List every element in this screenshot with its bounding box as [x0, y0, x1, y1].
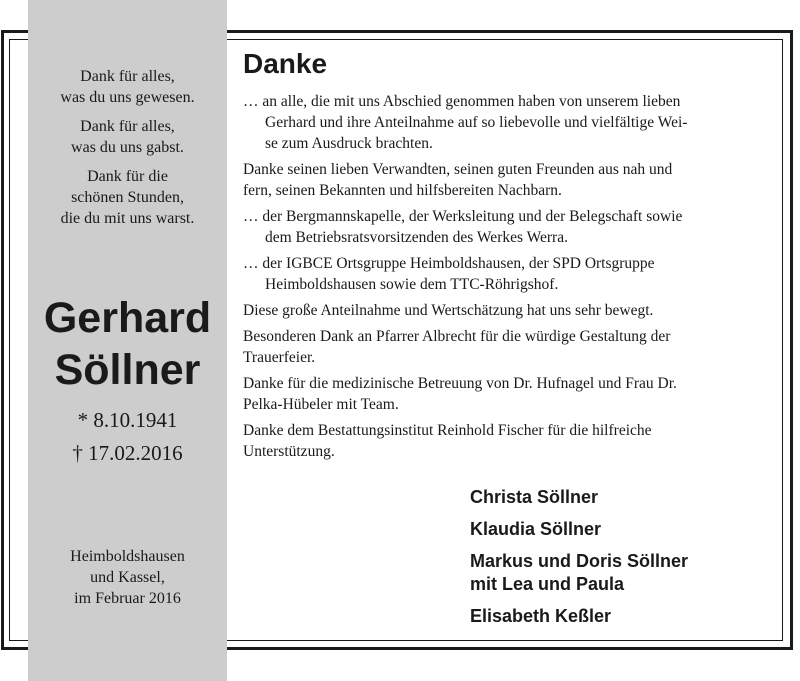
text-line: se zum Ausdruck brachten.	[265, 135, 433, 152]
verse-line: schönen Stunden,	[71, 189, 184, 206]
verse-line: was du uns gewesen.	[60, 89, 195, 106]
memorial-verses	[28, 66, 227, 237]
signers	[470, 486, 688, 637]
thanks-paragraph	[243, 159, 776, 201]
text-line: Unterstützung.	[243, 443, 335, 460]
thanks-paragraph	[243, 91, 776, 154]
text-line: Danke für die medizinische Betreuung von Dr. Hufnagel und Frau Dr.	[243, 375, 677, 392]
text-line: Heimboldshausen sowie dem TTC-Röhrigshof.	[265, 276, 559, 293]
birth-date: * 8.10.1941	[77, 408, 178, 432]
text-line: … an alle, die mit uns Abschied genommen haben von unserem lieben	[243, 93, 681, 110]
main-content	[243, 46, 776, 467]
text-line: dem Betriebsratsvorsitzenden des Werkes Werra.	[265, 229, 568, 246]
thanks-paragraph	[243, 300, 776, 321]
sidebar	[28, 0, 227, 681]
thanks-paragraph	[243, 420, 776, 462]
signer-line: Christa Söllner	[470, 487, 599, 507]
place-line: Heimboldshausen	[70, 548, 185, 565]
verse-line: die du mit uns warst.	[60, 210, 195, 227]
verse	[28, 66, 227, 108]
verse	[28, 116, 227, 158]
place-and-date	[28, 546, 227, 609]
verse-line: Dank für alles,	[80, 68, 175, 85]
signer-line: Markus und Doris Söllner	[470, 551, 689, 571]
text-line: Danke dem Bestattungsinstitut Reinhold Fischer für die hilfreiche	[243, 422, 652, 439]
thanks-paragraph	[243, 373, 776, 415]
life-dates	[28, 404, 227, 470]
text-line: Danke seinen lieben Verwandten, seinen guten Freunden aus nah und	[243, 161, 673, 178]
text-line: … der IGBCE Ortsgruppe Heimboldshausen, der SPD Ortsgruppe	[243, 255, 655, 272]
text-line: … der Bergmannskapelle, der Werksleitung und der Belegschaft sowie	[243, 208, 683, 225]
place-line: und Kassel,	[90, 569, 165, 586]
text-line: Trauerfeier.	[243, 349, 316, 366]
death-date: † 17.02.2016	[72, 441, 183, 465]
verse	[28, 166, 227, 229]
thanks-paragraph	[243, 206, 776, 248]
signer-line: mit Lea und Paula	[470, 574, 625, 594]
signer	[470, 518, 688, 541]
signer-line: Elisabeth Keßler	[470, 606, 612, 626]
verse-line: Dank für alles,	[80, 118, 175, 135]
first-name: Gerhard	[43, 294, 212, 342]
text-line: Pelka-Hübeler mit Team.	[243, 396, 399, 413]
text-line: Besonderen Dank an Pfarrer Albrecht für die würdige Gestaltung der	[243, 328, 671, 345]
thanks-paragraph	[243, 253, 776, 295]
last-name: Söllner	[54, 346, 201, 394]
place-line: im Februar 2016	[74, 590, 181, 607]
signer	[470, 605, 688, 628]
verse-line: Dank für die	[87, 168, 168, 185]
signer	[470, 486, 688, 509]
thanks-paragraph	[243, 326, 776, 368]
signer-line: Klaudia Söllner	[470, 519, 602, 539]
deceased-name	[28, 292, 227, 396]
text-line: Gerhard und ihre Anteilnahme auf so liebevolle und vielfältige Wei-	[265, 114, 688, 131]
page-title: Danke	[243, 48, 328, 79]
text-line: fern, seinen Bekannten und hilfsbereiten Nachbarn.	[243, 182, 562, 199]
signer	[470, 550, 688, 596]
text-line: Diese große Anteilnahme und Wertschätzung hat uns sehr bewegt.	[243, 302, 654, 319]
verse-line: was du uns gabst.	[71, 139, 184, 156]
